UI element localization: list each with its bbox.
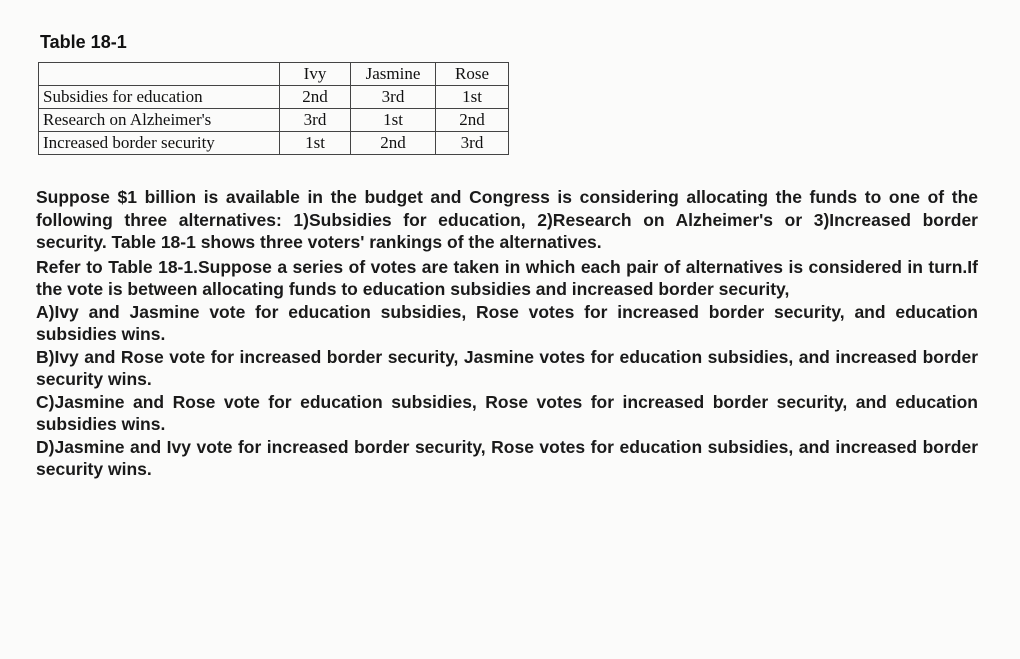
column-header-rose: Rose xyxy=(436,63,509,86)
table-row xyxy=(39,86,509,109)
cell-border-ivy: 1st xyxy=(280,132,351,155)
header-corner xyxy=(39,63,280,86)
option-b: B)Ivy and Rose vote for increased border security, Jasmine votes for education subsidies, and increased border security wins. xyxy=(36,346,978,389)
cell-alzheimers-ivy: 3rd xyxy=(280,109,351,132)
cell-alzheimers-rose: 2nd xyxy=(436,109,509,132)
option-a: A)Ivy and Jasmine vote for education subsidies, Rose votes for increased border security, and education subsidies wins. xyxy=(36,301,978,344)
column-header-ivy: Ivy xyxy=(280,63,351,86)
cell-education-ivy: 2nd xyxy=(280,86,351,109)
table-row xyxy=(39,109,509,132)
row-label-education: Subsidies for education xyxy=(39,86,280,109)
table-title: Table 18-1 xyxy=(40,32,127,52)
cell-education-rose: 1st xyxy=(436,86,509,109)
table-row xyxy=(39,132,509,155)
rankings-table xyxy=(38,62,509,155)
row-label-alzheimers: Research on Alzheimer's xyxy=(39,109,280,132)
intro-paragraph: Suppose $1 billion is available in the budget and Congress is considering allocating the funds to one of the following three alternatives: 1)Subsidies for education, 2)Research on Alzheimer's or 3)Increased border security. Table 18-1 shows three voters' rankings of the alternatives. xyxy=(36,187,978,252)
question-stem: Refer to Table 18-1.Suppose a series of votes are taken in which each pair of alternatives is considered in turn.If the vote is between allocating funds to education subsidies and increased border security, xyxy=(36,256,978,299)
table-header-row xyxy=(39,63,509,86)
cell-education-jasmine: 3rd xyxy=(351,86,436,109)
cell-border-rose: 3rd xyxy=(436,132,509,155)
row-label-border: Increased border security xyxy=(39,132,280,155)
option-c: C)Jasmine and Rose vote for education subsidies, Rose votes for increased border security, and education subsidies wins. xyxy=(36,391,978,434)
column-header-jasmine: Jasmine xyxy=(351,63,436,86)
option-d: D)Jasmine and Ivy vote for increased border security, Rose votes for education subsidies, and increased border security wins. xyxy=(36,436,978,479)
cell-border-jasmine: 2nd xyxy=(351,132,436,155)
question-body xyxy=(36,186,978,481)
cell-alzheimers-jasmine: 1st xyxy=(351,109,436,132)
